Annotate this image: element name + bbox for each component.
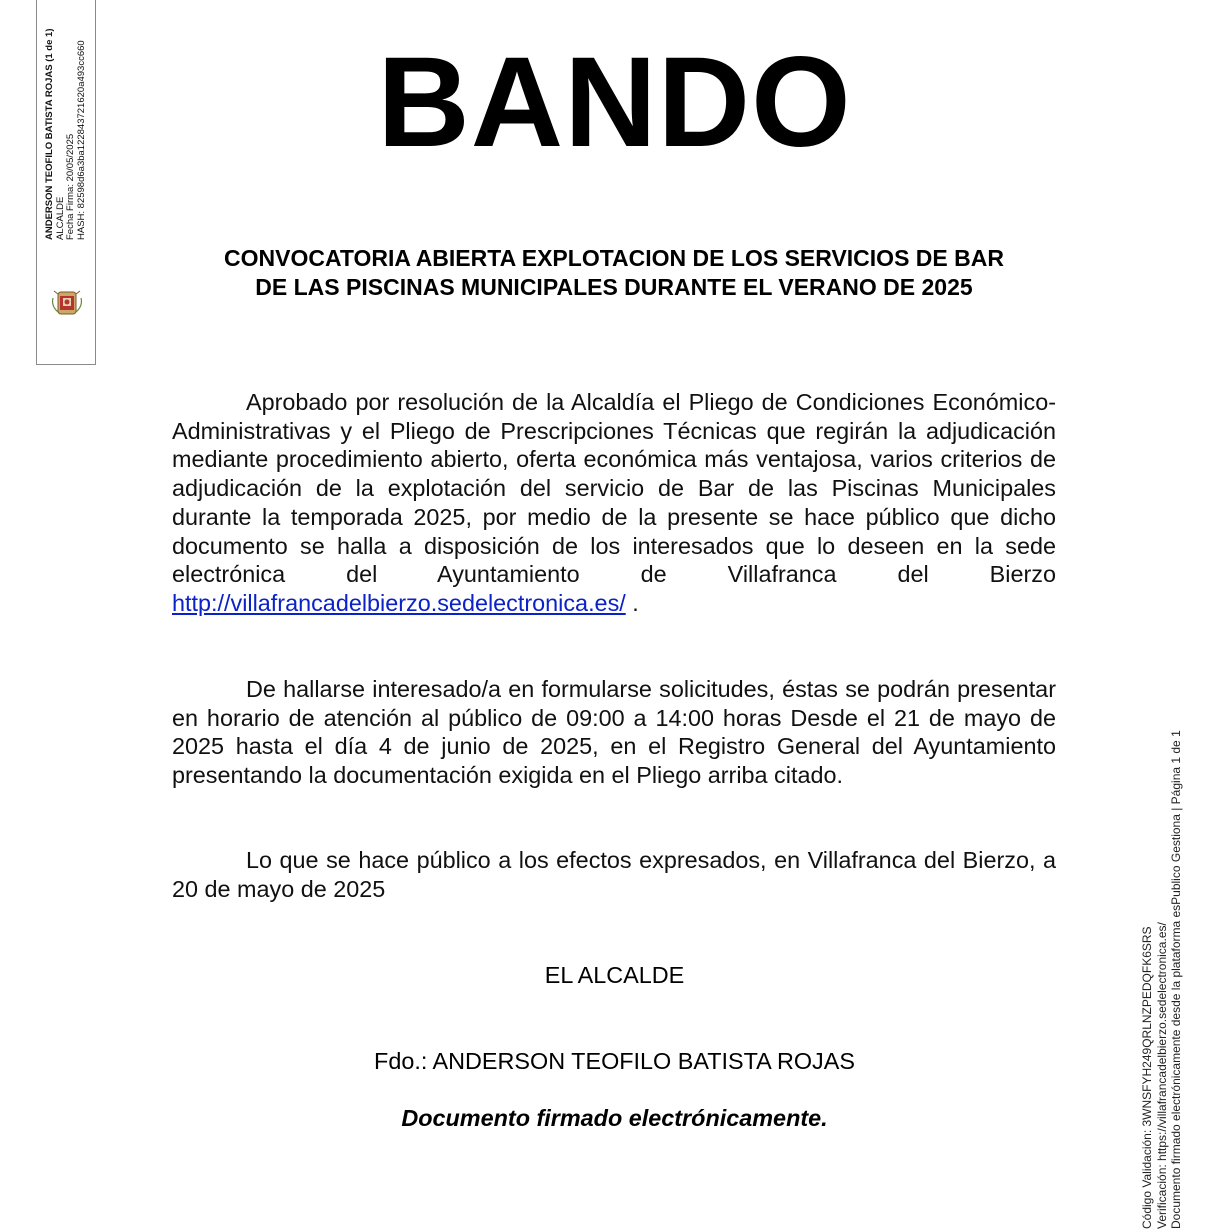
subtitle-line-2: DE LAS PISCINAS MUNICIPALES DURANTE EL VERANO DE 2025 xyxy=(255,274,973,300)
document-title: BANDO xyxy=(377,31,852,174)
coat-of-arms-icon xyxy=(47,288,87,318)
signature-date: Fecha Firma: 20/05/2025 xyxy=(65,133,76,240)
validation-url: Verificación: https://villafrancadelbierzo.sedelectronica.es/ xyxy=(1154,922,1169,1229)
signature-hash: HASH: 82598d6a3ba122843721620a493cc660 xyxy=(75,40,87,240)
paragraph-approval xyxy=(172,388,1056,618)
signer-title: EL ALCALDE xyxy=(544,962,685,988)
paragraph-applications: De hallarse interesado/a en formularse solicitudes, éstas se podrán presentar en horario de atención al público de 09:00 a 14:00 horas Desde el 21 de mayo de 2025 hasta el día 4 de junio de 2025, en el Registro General del Ayuntamiento presentando la documentación exigida en el Pliego arriba citado. xyxy=(172,676,1056,789)
subtitle-line-1: CONVOCATORIA ABIERTA EXPLOTACION DE LOS SERVICIOS DE BAR xyxy=(224,245,1004,271)
paragraph-approval-end: . xyxy=(625,589,639,616)
signer-role: ALCALDE xyxy=(54,196,66,240)
sede-electronica-link[interactable]: http://villafrancadelbierzo.sedelectronica.es/ xyxy=(172,589,626,616)
paragraph-approval-text: Aprobado por resolución de la Alcaldía el Pliego de Condiciones Económico-Administrativas y el Pliego de Prescripciones Técnicas que regirán la adjudicación mediante procedimiento abierto, oferta económica más ventajosa, varios criterios de adjudicación de la explotación del servicio de Bar de las Piscinas Municipales durante la temporada 2025, por medio de la presente se hace público que dicho documento se halla a disposición de los interesados que lo deseen en la sede electrónica del Ayuntamiento de Villafranca del Bierzo xyxy=(172,389,1056,588)
signer-line: ANDERSON TEOFILO BATISTA ROJAS (1 de 1) xyxy=(44,28,55,240)
electronic-signature-note: Documento firmado electrónicamente. xyxy=(401,1105,828,1131)
document-subtitle xyxy=(172,244,1056,302)
validation-platform: Documento firmado electrónicamente desde la plataforma esPublico Gestiona | Página 1 de 1 xyxy=(1169,730,1183,1229)
signer-name: Fdo.: ANDERSON TEOFILO BATISTA ROJAS xyxy=(374,1048,855,1074)
validation-code: Código Validación: 3WNSFYH249QRLNZPEDQFK6SRS xyxy=(1140,926,1154,1229)
paragraph-closing: Lo que se hace público a los efectos expresados, en Villafranca del Bierzo, a 20 de mayo de 2025 xyxy=(172,847,1056,902)
validation-footer xyxy=(1140,730,1188,1229)
